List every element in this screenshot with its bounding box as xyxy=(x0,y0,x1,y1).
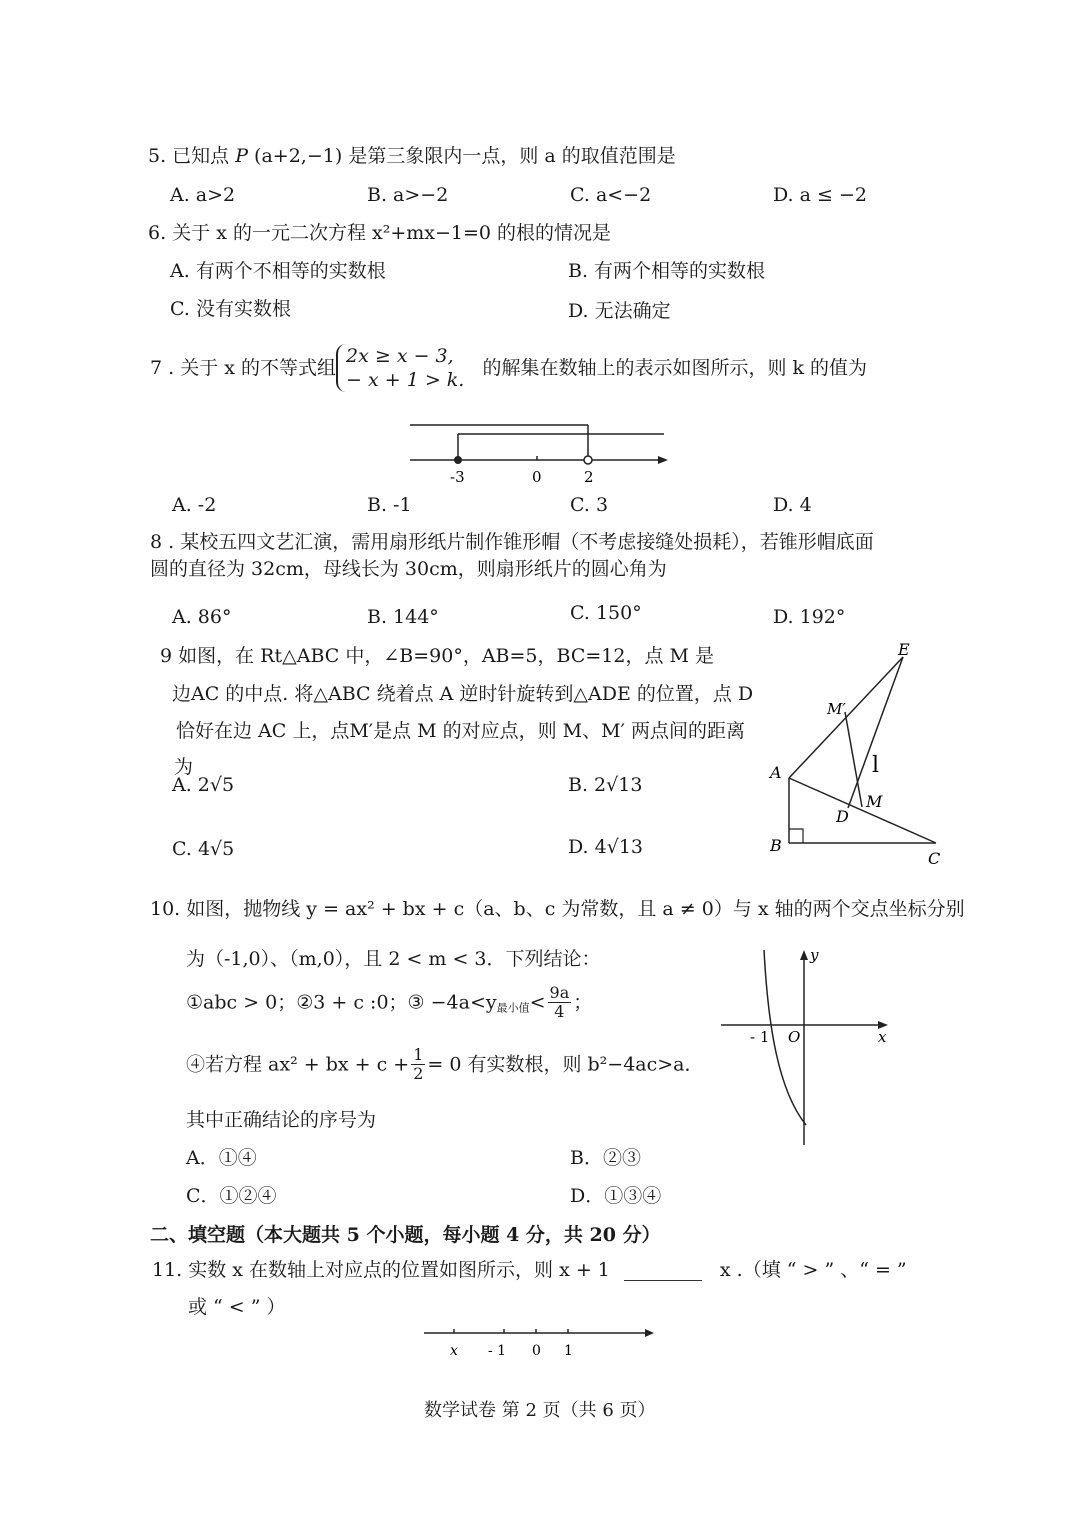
q9-handwritten-mark: l xyxy=(872,753,880,778)
q9-stem-line4: 为 xyxy=(174,756,194,778)
q6-option-d: D. 无法确定 xyxy=(568,300,671,322)
q10-label-x: x xyxy=(878,1028,887,1046)
page-footer: 数学试卷 第 2 页（共 6 页） xyxy=(424,1400,656,1421)
q11-stem-line2: 或 “ < ” ） xyxy=(188,1296,286,1318)
q11-axis-arrow xyxy=(645,1329,654,1337)
q7-hollow-point xyxy=(584,456,592,464)
q11-stem-line1: 11. 实数 x 在数轴上对应点的位置如图所示，则 x + 1 x .（填 “ > ” 、“ = ” xyxy=(152,1259,907,1281)
q11-number-line xyxy=(418,1322,666,1362)
q7-label-neg3: -3 xyxy=(450,468,465,486)
q6-option-a: A. 有两个不相等的实数根 xyxy=(170,260,386,282)
q11-label-neg1: - 1 xyxy=(488,1343,507,1359)
q10-stem-line1: 10. 如图，抛物线 y = ax² + bx + c（a、b、c 为常数，且 a ≠ 0）与 x 轴的两个交点坐标分别 xyxy=(150,898,965,920)
q5-option-b: B. a>−2 xyxy=(367,184,449,206)
q7-solid-point xyxy=(454,456,462,464)
q8-option-d: D. 192° xyxy=(773,606,846,628)
q7-stem: 7 . 关于 x 的不等式组2x ≥ x − 3, − x + 1 > k. 的解集在数轴上的表示如图所示，则 k 的值为 xyxy=(150,345,868,391)
q10-label-neg1: - 1 xyxy=(750,1028,770,1046)
q10-option-d: D．①③④ xyxy=(570,1185,662,1207)
q10-option-b: B．②③ xyxy=(570,1147,641,1169)
q11-label-one: 1 xyxy=(564,1343,573,1359)
q10-stem-line2: 为（-1,0）、（m,0），且 2 < m < 3．下列结论： xyxy=(186,948,601,970)
q9-stem-line1: 9 如图，在 Rt△ABC 中，∠B=90°，AB=5，BC=12，点 M 是 xyxy=(160,645,714,667)
q5-option-c: C. a<−2 xyxy=(570,184,652,206)
q10-conclusions-1-3: ①abc > 0；②3 + c :0；③ $-4a<y_{最小值}<$ $\frac{9a}{4}$ ； xyxy=(186,983,593,1021)
q7-axis-arrow xyxy=(658,456,668,464)
q8-stem-line1: 8 . 某校五四文艺汇演，需用扇形纸片制作锥形帽（不考虑接缝处损耗），若锥形帽底面 xyxy=(150,531,874,553)
q9-label-a: A xyxy=(770,763,782,782)
q10-label-origin: O xyxy=(788,1028,801,1046)
q9-side-ed xyxy=(848,657,903,808)
q10-parabola-figure xyxy=(716,940,902,1152)
q7-option-d: D. 4 xyxy=(773,494,812,516)
q9-triangle-figure xyxy=(760,640,960,872)
q9-label-m: M xyxy=(866,792,883,811)
q7-inequality-system: 2x ≥ x − 3, − x + 1 > k. xyxy=(336,344,470,392)
q8-stem-line2: 圆的直径为 32cm，母线长为 30cm，则扇形纸片的圆心角为 xyxy=(150,558,667,580)
q7-option-b: B. -1 xyxy=(367,494,412,516)
q11-label-x: x xyxy=(450,1343,458,1359)
q5-option-d: D. a ≤ −2 xyxy=(773,184,867,206)
q9-right-angle-mark xyxy=(789,829,803,843)
q8-option-a: A. 86° xyxy=(172,606,232,628)
q7-number-line xyxy=(400,418,680,490)
q9-option-c: C. 4√5 xyxy=(172,838,235,860)
q10-ask: 其中正确结论的序号为 xyxy=(186,1109,377,1131)
q8-option-c: C. 150° xyxy=(570,602,642,624)
q7-label-two: 2 xyxy=(584,468,594,486)
q10-y-axis-arrow xyxy=(800,950,808,960)
q10-fraction-half: $\frac{1}{2}$ xyxy=(413,1045,424,1083)
q8-option-b: B. 144° xyxy=(367,606,439,628)
q9-stem-line2: 边AC 的中点. 将△ABC 绕着点 A 逆时针旋转到△ADE 的位置，点 D xyxy=(172,683,754,705)
q7-label-zero: 0 xyxy=(532,468,542,486)
q10-option-a: A．①④ xyxy=(186,1147,257,1169)
q11-answer-blank[interactable] xyxy=(624,1262,702,1281)
q9-option-d: D. 4√13 xyxy=(568,836,644,858)
q10-option-c: C．①②④ xyxy=(186,1185,277,1207)
q9-stem-line3: 恰好在边 AC 上，点M′是点 M 的对应点，则 M、M′ 两点间的距离 xyxy=(176,720,745,742)
q9-label-m-prime: M′ xyxy=(827,700,846,718)
q5-stem: 5. 已知点 P (a+2,−1) 是第三象限内一点，则 a 的取值范围是 xyxy=(148,145,676,167)
q6-option-b: B. 有两个相等的实数根 xyxy=(568,260,766,282)
q9-option-a: A. 2√5 xyxy=(172,774,235,796)
q7-option-a: A. -2 xyxy=(172,494,217,516)
q6-stem: 6. 关于 x 的一元二次方程 x²+mx−1=0 的根的情况是 xyxy=(148,222,612,244)
q9-side-ac xyxy=(789,778,936,843)
q9-label-d: D xyxy=(836,807,849,826)
q7-option-c: C. 3 xyxy=(570,494,609,516)
q9-option-b: B. 2√13 xyxy=(568,774,643,796)
q6-option-c: C. 没有实数根 xyxy=(170,298,291,320)
q10-label-y: y xyxy=(810,946,819,964)
q10-conclusion-4: ④若方程 ax² + bx + c + $\frac{1}{2}$ = 0 有实数根，则 b²−4ac>a． xyxy=(186,1045,704,1083)
q9-label-e: E xyxy=(898,640,910,659)
section-2-heading: 二、填空题（本大题共 5 个小题，每小题 4 分，共 20 分） xyxy=(150,1224,661,1246)
q9-label-b: B xyxy=(770,836,782,855)
q5-option-a: A. a>2 xyxy=(170,184,236,206)
q9-label-c: C xyxy=(928,849,941,868)
q11-label-zero: 0 xyxy=(532,1343,541,1359)
q10-fraction-9a-over-4: $\frac{9a}{4}$ xyxy=(549,983,570,1021)
